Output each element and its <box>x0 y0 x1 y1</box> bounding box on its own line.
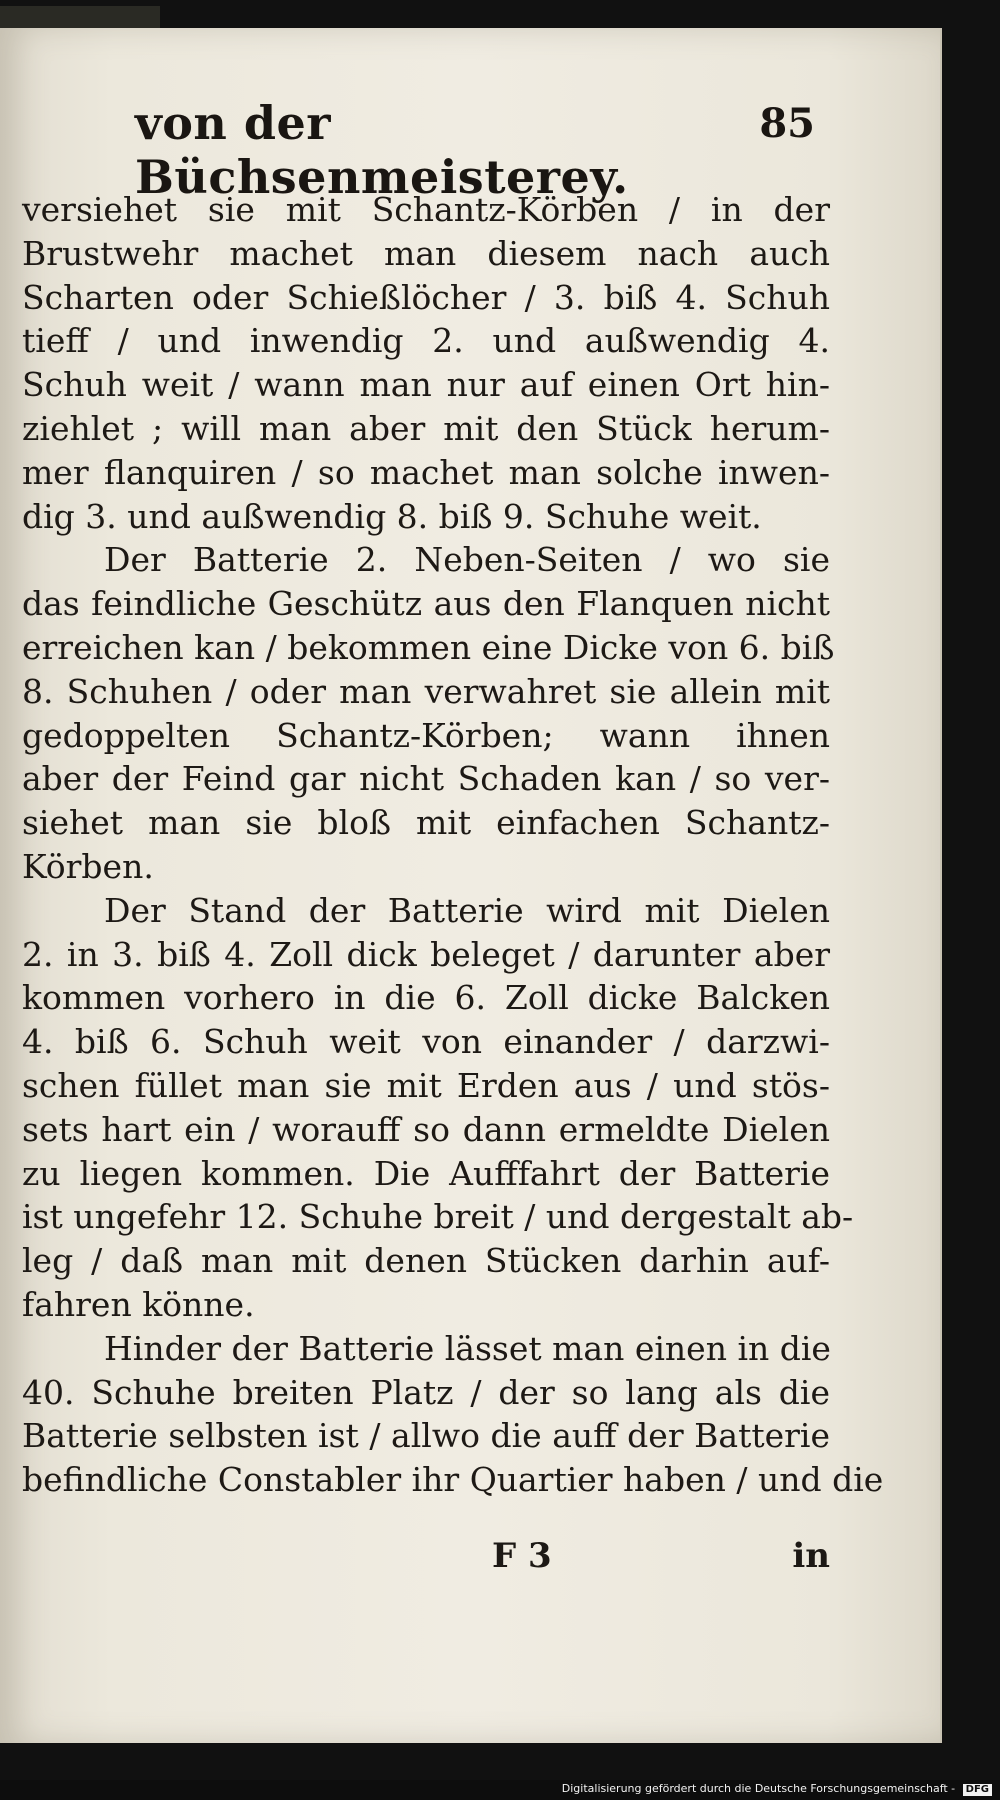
text-line: erreichen kan / bekommen eine Dicke von 6. biß <box>22 627 835 667</box>
text-line: tieff / und inwendig 2. und außwendig 4. <box>22 321 830 361</box>
running-head: von der Büchsenmeisterey. <box>135 96 629 204</box>
text-line: Batterie selbsten ist / allwo die auff der Batterie <box>22 1416 830 1456</box>
page-footer <box>22 1536 830 1586</box>
body-text <box>22 188 884 1502</box>
text-line: leg / daß man mit denen Stücken darhin auf- <box>22 1241 830 1281</box>
text-line: Scharten oder Schießlöcher / 3. biß 4. Schuh <box>22 277 830 317</box>
signature-mark: F 3 <box>492 1536 552 1576</box>
page-number: 85 <box>759 100 815 147</box>
scan-edge-shadow <box>0 6 160 28</box>
text-line: ziehlet ; will man aber mit den Stück herum- <box>22 408 830 448</box>
text-line: das feindliche Geschütz aus den Flanquen nicht <box>22 584 830 624</box>
text-line: Schuh weit / wann man nur auf einen Ort hin- <box>22 365 830 405</box>
book-page <box>0 28 942 1743</box>
text-line: 4. biß 6. Schuh weit von einander / darzwi- <box>22 1022 830 1062</box>
text-line: Brustwehr machet man diesem nach auch <box>22 233 830 273</box>
funding-note <box>562 1782 992 1796</box>
paragraph-start-line: Der Stand der Batterie wird mit Dielen <box>104 890 830 930</box>
page-header <box>135 96 815 204</box>
text-line: kommen vorhero in die 6. Zoll dicke Balcken <box>22 978 830 1018</box>
text-line: ist ungefehr 12. Schuhe breit / und dergestalt ab- <box>22 1197 854 1237</box>
paragraph-start-line: Der Batterie 2. Neben-Seiten / wo sie <box>104 540 830 580</box>
catchword: in <box>792 1536 830 1576</box>
text-line: schen füllet man sie mit Erden aus / und stös- <box>22 1065 830 1105</box>
text-line: 40. Schuhe breiten Platz / der so lang als die <box>22 1372 830 1412</box>
text-line: mer flanquiren / so machet man solche inwen- <box>22 452 830 492</box>
text-line: befindliche Constabler ihr Quartier haben / und die <box>22 1460 884 1500</box>
paragraph-start-line: Hinder der Batterie lässet man einen in die <box>104 1328 831 1368</box>
text-line: versiehet sie mit Schantz-Körben / in der <box>22 190 830 229</box>
text-line: sets hart ein / worauff so dann ermeldte Dielen <box>22 1109 830 1149</box>
text-line: zu liegen kommen. Die Aufffahrt der Batterie <box>22 1153 830 1193</box>
text-line: 2. in 3. biß 4. Zoll dick beleget / darunter aber <box>22 934 830 974</box>
text-line: Körben. <box>22 846 154 886</box>
text-line: fahren könne. <box>22 1284 255 1324</box>
text-line: aber der Feind gar nicht Schaden kan / so ver- <box>22 759 830 799</box>
text-line: dig 3. und außwendig 8. biß 9. Schuhe weit. <box>22 496 762 536</box>
text-line: 8. Schuhen / oder man verwahret sie allein mit <box>22 671 830 711</box>
dfg-logo: DFG <box>963 1784 992 1796</box>
text-line: siehet man sie bloß mit einfachen Schantz- <box>22 803 830 843</box>
text-line: gedoppelten Schantz-Körben; wann ihnen <box>22 715 830 755</box>
funding-note-text: Digitalisierung gefördert durch die Deutsche Forschungsgemeinschaft - <box>561 1782 956 1795</box>
